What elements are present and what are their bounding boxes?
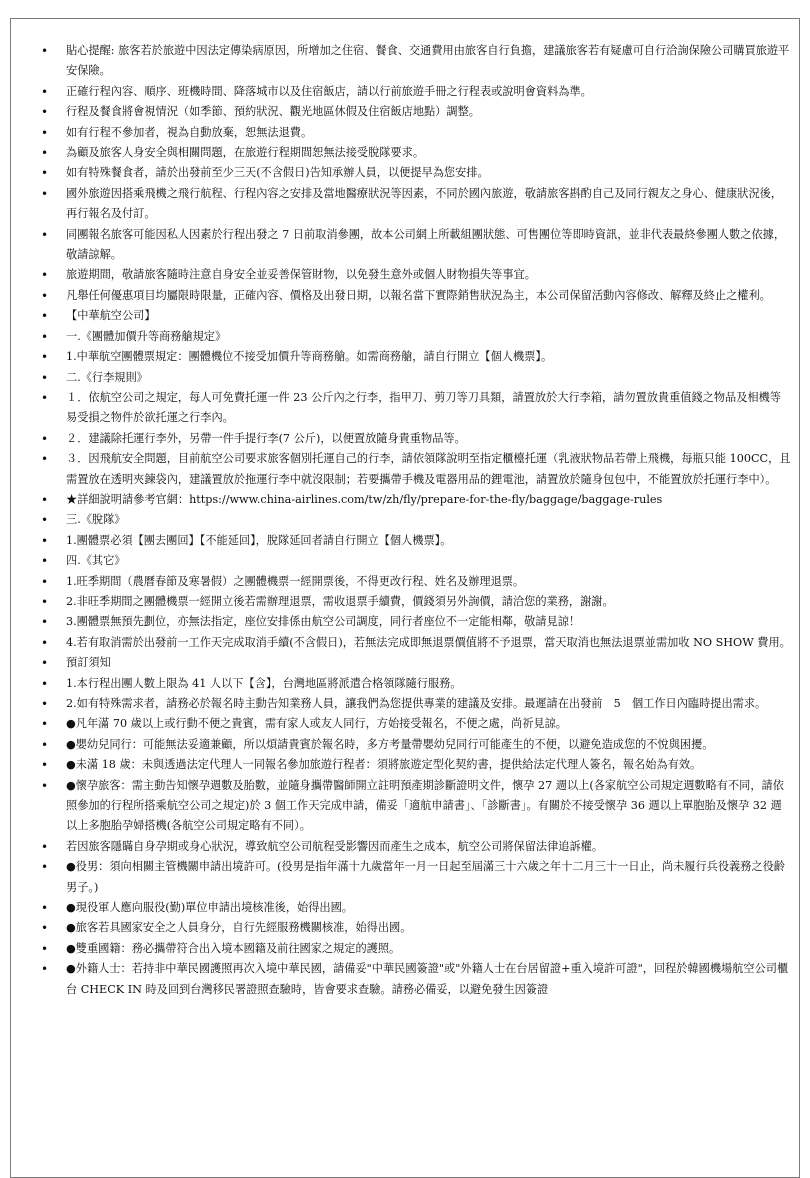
note-item: • ★詳細說明請參考官網：https://www.china-airlines.com/tw/zh/fly/prepare-for-the-fly/baggage/baggage-rules <box>11 490 791 510</box>
note-item: • ●現役軍人應向服役(勤)單位申請出境核准後，始得出國。 <box>11 898 791 918</box>
note-item: • 4.若有取消需於出發前一工作天完成取消手續(不含假日)，若無法完成即無退票價值將不予退票，當天取消也無法退票並需加收 NO SHOW 費用。 <box>11 633 791 653</box>
note-item: • 三.《脫隊》 <box>11 510 791 530</box>
note-item: • 2.非旺季期間之團體機票一經開立後若需辦理退票，需收退票手續費，價錢須另外詢價，請洽您的業務，謝謝。 <box>11 592 791 612</box>
note-item: • 一.《團體加價升等商務艙規定》 <box>11 327 791 347</box>
note-item: • 同團報名旅客可能因私人因素於行程出發之 7 日前取消參團，故本公司網上所載組團狀態、可售團位等即時資訊，並非代表最終參團人數之依據，敬請諒解。 <box>11 225 791 266</box>
note-item: • ●旅客若具國家安全之人員身分，自行先經服務機關核准，始得出國。 <box>11 918 791 938</box>
note-item: • ●懷孕旅客：需主動告知懷孕週數及胎數，並隨身攜帶醫師開立註明預產期診斷證明文件，懷孕 27 週以上(各家航空公司規定週數略有不同，請依照參加的行程所搭乘航空公司之規定)於 3 個工作天完成申請，備妥「適航申請書」、「診斷書」。有關於不接受懷孕 36 週以上單胞胎及懷孕 32 週以上多胞胎孕婦搭機(各航空公司規定略有不同）。 <box>11 776 791 837</box>
note-item: • 凡舉任何優惠項目均屬限時限量，正確內容、價格及出發日期，以報名當下實際銷售狀況為主，本公司保留活動內容修改、解釋及終止之權利。 <box>11 286 791 306</box>
note-item: • 正確行程內容、順序、班機時間、降落城市以及住宿飯店，請以行前旅遊手冊之行程表或說明會資料為準。 <box>11 82 791 102</box>
note-item: • ●未滿 18 歲：未與透過法定代理人一同報名參加旅遊行程者：須將旅遊定型化契約書，提供給法定代理人簽名，報名始為有效。 <box>11 755 791 775</box>
note-item: • 【中華航空公司】 <box>11 306 791 326</box>
note-item: • 1.團體票必須【團去團回】【不能延回】，脫隊延回者請自行開立【個人機票】。 <box>11 531 791 551</box>
note-item: • 2.如有特殊需求者，請務必於報名時主動告知業務人員，讓我們為您提供專業的建議及安排。最遲請在出發前 5 個工作日內臨時提出需求。 <box>11 694 791 714</box>
note-item: • 行程及餐食將會視情況（如季節、預約狀況、觀光地區休假及住宿飯店地點）調整。 <box>11 102 791 122</box>
travel-notes-list <box>11 19 799 1000</box>
note-item: • 3.團體票無預先劃位，亦無法指定，座位安排係由航空公司調度，同行者座位不一定能相鄰，敬請見諒！ <box>11 612 791 632</box>
note-item: • 如有特殊餐食者，請於出發前至少三天(不含假日)告知承辦人員，以便提早為您安排。 <box>11 163 791 183</box>
note-item: • 國外旅遊因搭乘飛機之飛行航程、行程內容之安排及當地醫療狀況等因素，不同於國內旅遊，敬請旅客斟酌自己及同行親友之身心、健康狀況後，再行報名及付訂。 <box>11 184 791 225</box>
note-item: • ●役男：須向相關主管機關申請出境許可。(役男是指年滿十九歲當年一月一日起至屆滿三十六歲之年十二月三十一日止，尚未履行兵役義務之役齡男子。) <box>11 857 791 898</box>
note-item: • ２．建議除托運行李外，另帶一件手提行李(7 公斤)，以便置放隨身貴重物品等。 <box>11 429 791 449</box>
note-item: • ●嬰幼兒同行：可能無法妥適兼顧，所以煩請貴賓於報名時，多方考量帶嬰幼兒同行可能產生的不便，以避免造成您的不悅與困擾。 <box>11 735 791 755</box>
note-item: • 旅遊期間，敬請旅客隨時注意自身安全並妥善保管財物，以免發生意外或個人財物損失等事宜。 <box>11 265 791 285</box>
notes-panel <box>10 18 800 1178</box>
note-item: • 二.《行李規則》 <box>11 368 791 388</box>
note-item: • ●雙重國籍：務必攜帶符合出入境本國籍及前往國家之規定的護照。 <box>11 939 791 959</box>
note-item: • 預訂須知 <box>11 653 791 673</box>
note-item: • 1.旺季期間（農曆春節及寒暑假）之團體機票一經開票後，不得更改行程、姓名及辦理退票。 <box>11 572 791 592</box>
note-item: • 1.本行程出團人數上限為 41 人以下【含】，台灣地區將派遣合格領隊隨行服務。 <box>11 674 791 694</box>
note-item: • １．依航空公司之規定，每人可免費托運一件 23 公斤內之行李，指甲刀、剪刀等刀具類，請置放於大行李箱，請勿置放貴重值錢之物品及相機等易受損之物件於欲托運之行李內。 <box>11 388 791 429</box>
note-item: • 為顧及旅客人身安全與相關問題，在旅遊行程期間恕無法接受脫隊要求。 <box>11 143 791 163</box>
note-item: • 如有行程不參加者，視為自動放棄，恕無法退費。 <box>11 123 791 143</box>
note-item: • 貼心提醒: 旅客若於旅遊中因法定傳染病原因，所增加之住宿、餐食、交通費用由旅客自行負擔，建議旅客若有疑慮可自行洽詢保險公司購買旅遊平安保險。 <box>11 41 791 82</box>
note-item: • ●凡年滿 70 歲以上或行動不便之貴賓，需有家人或友人同行，方始接受報名，不便之處，尚祈見諒。 <box>11 714 791 734</box>
note-item: • ３．因飛航安全問題，目前航空公司要求旅客個別托運自己的行李，請依領隊說明至指定櫃檯托運（乳液狀物品若帶上飛機，每瓶只能 100CC，且需置放在透明夾鍊袋內，建議置放於拖運行李中就沒限制；若要攜帶手機及電器用品的鋰電池，請置放於隨身包包中，不能置放於托運行李中）。 <box>11 449 791 490</box>
note-item: • 若因旅客隱瞞自身孕期或身心狀況，導致航空公司航程受影響因而產生之成本，航空公司將保留法律追訴權。 <box>11 837 791 857</box>
note-item: • ●外籍人士：若持非中華民國護照再次入境中華民國，請備妥"中華民國簽證"或"外籍人士在台居留證+重入境許可證"，回程於韓國機場航空公司櫃台 CHECK IN 時及回到台灣移民署證照查驗時，皆會要求查驗。請務必備妥，以避免發生因簽證 <box>11 959 791 1000</box>
note-item: • 1.中華航空團體票規定：團體機位不接受加價升等商務艙。如需商務艙，請自行開立【個人機票】。 <box>11 347 791 367</box>
note-item: • 四.《其它》 <box>11 551 791 571</box>
